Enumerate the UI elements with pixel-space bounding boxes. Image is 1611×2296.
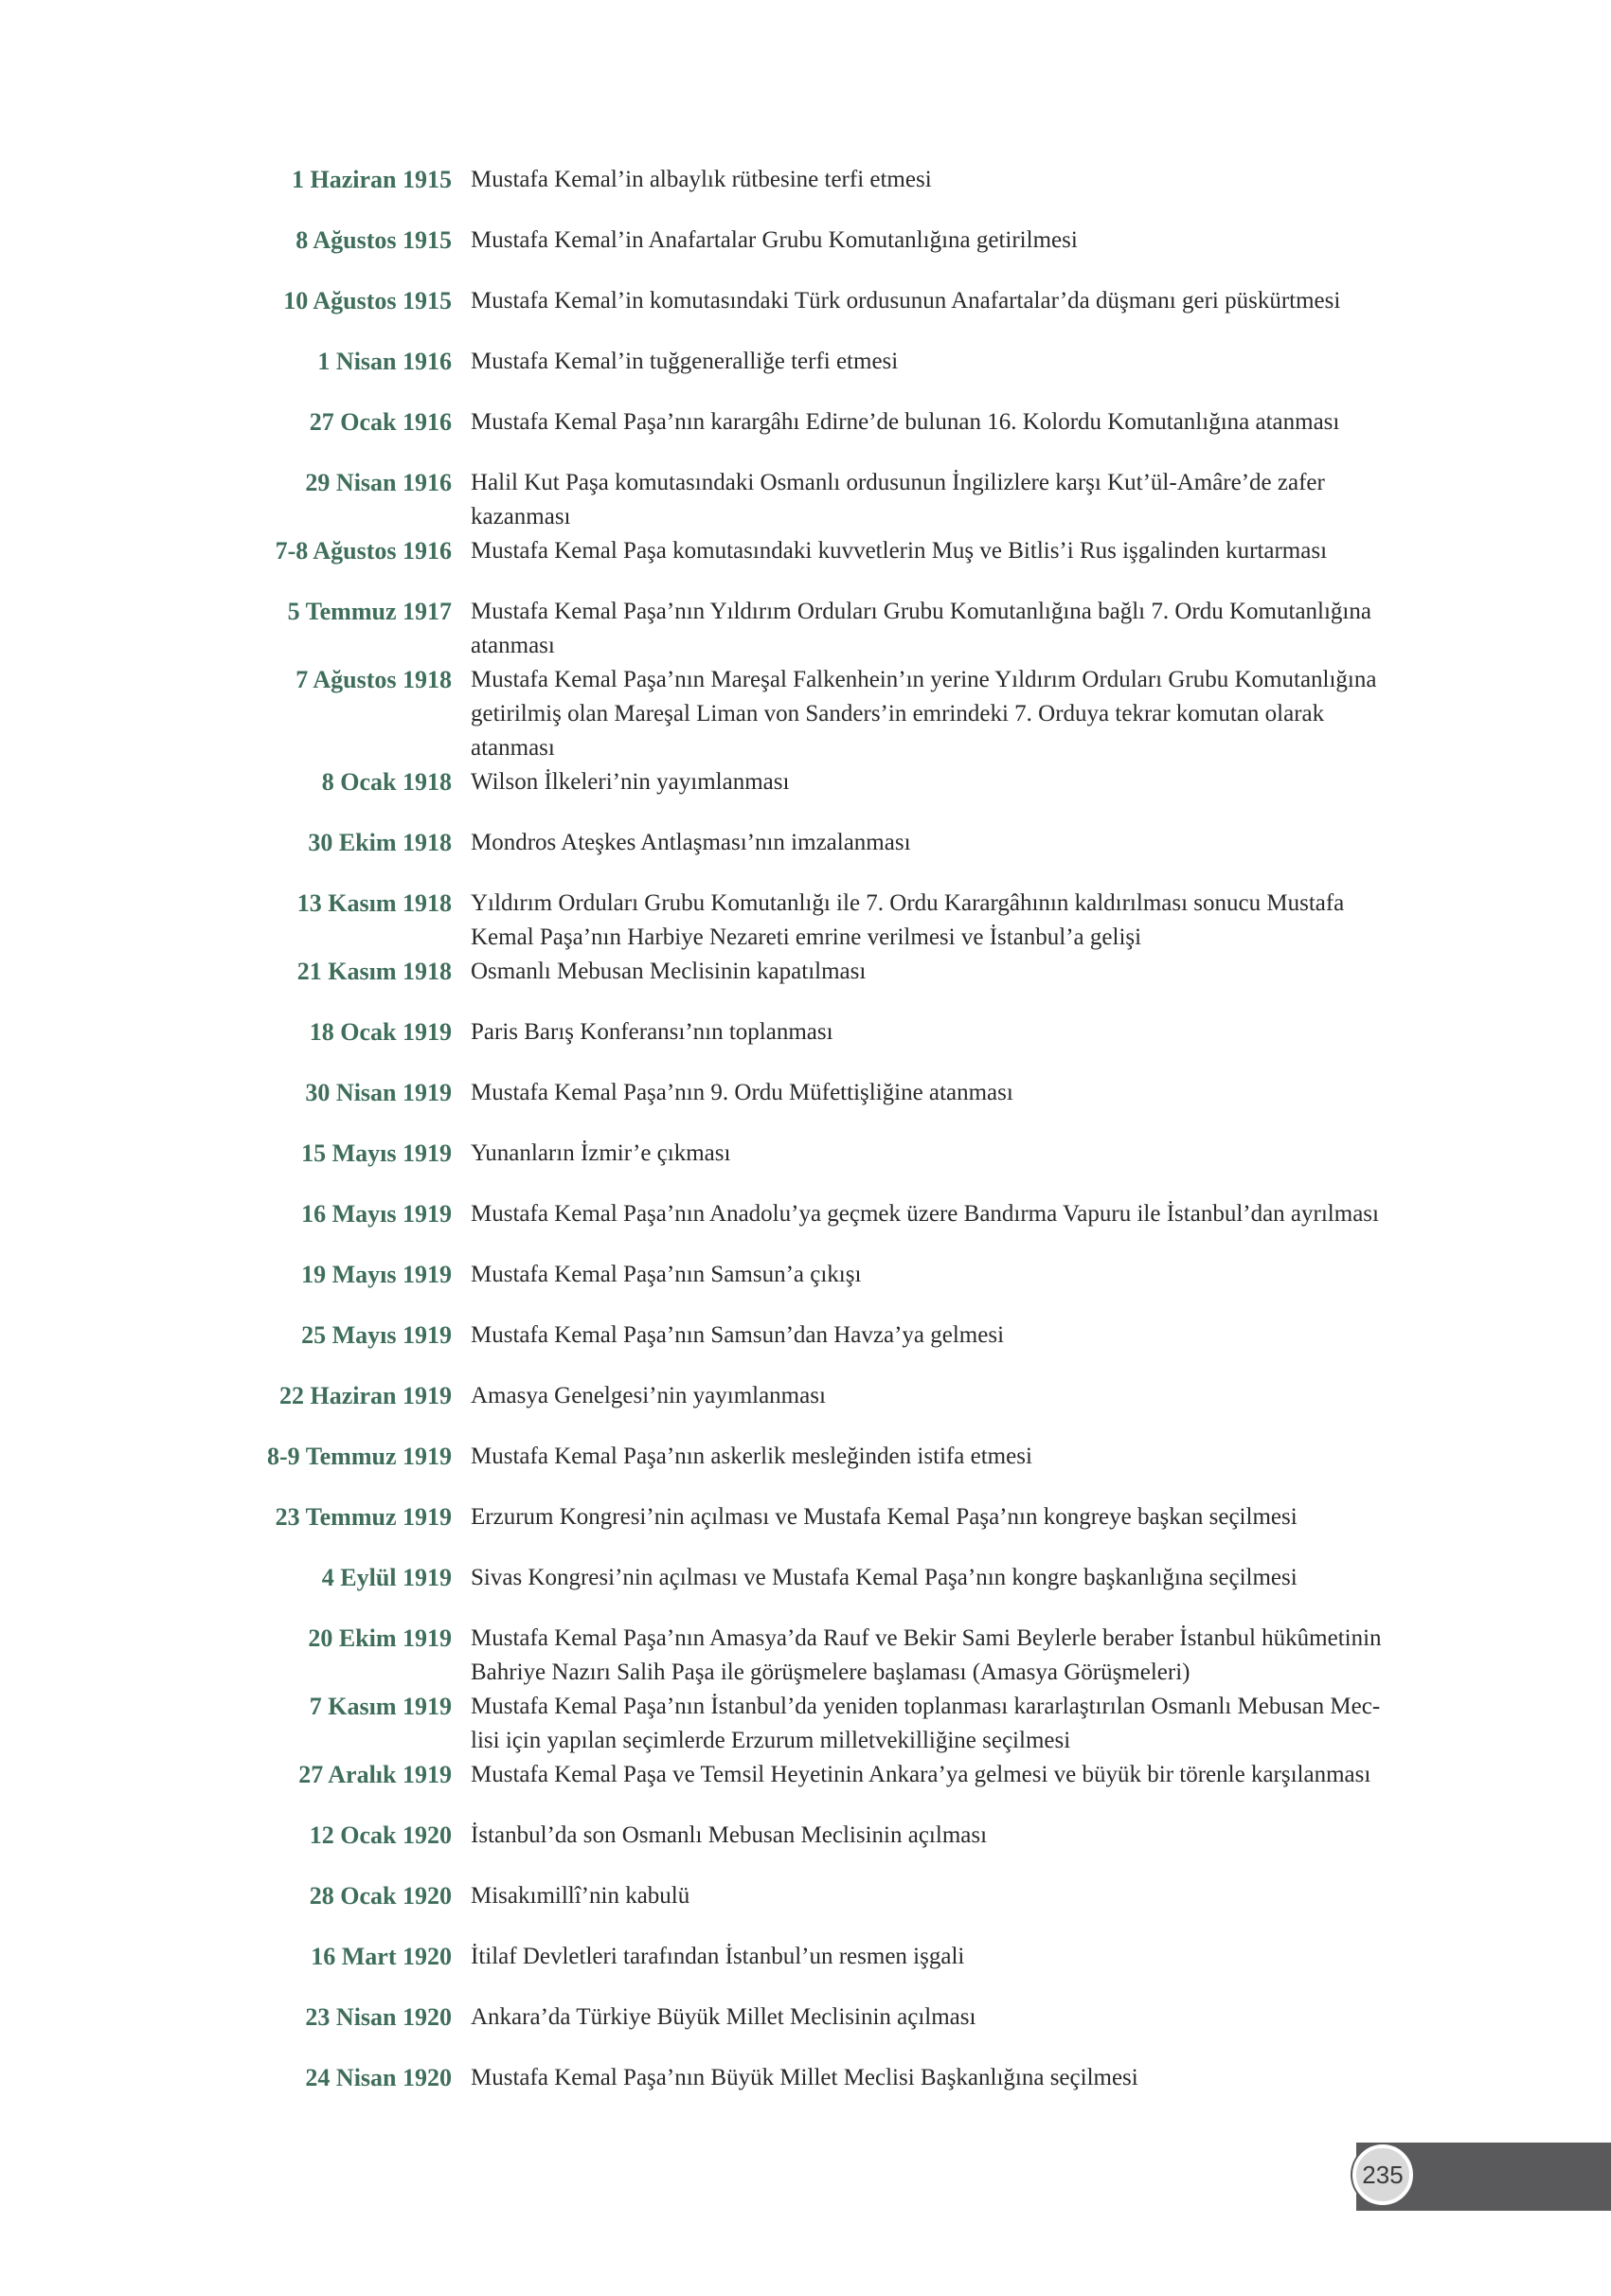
timeline-entry — [0, 534, 1611, 595]
entry-date: 1 Haziran 1915 — [292, 166, 452, 193]
entry-description: Mustafa Kemal Paşa’nın Mareşal Falkenhein’ın yerine Yıldırım Orduları Grubu Komutanlığına getirilmiş olan Mareşal Liman von Sanders’in emrindeki 7. Orduya tekrar komutan olarak atanması — [471, 667, 1377, 761]
entry-date: 27 Aralık 1919 — [298, 1761, 452, 1788]
timeline-list — [0, 163, 1611, 2122]
entry-date: 24 Nisan 1920 — [305, 2064, 452, 2091]
entry-description: Mustafa Kemal Paşa komutasındaki kuvvetlerin Muş ve Bitlis’i Rus işgalinden kurtarması — [471, 538, 1328, 564]
entry-description: Osmanlı Mebusan Meclisinin kapatılması — [471, 959, 867, 984]
timeline-entry — [0, 1137, 1611, 1197]
entry-date: 12 Ocak 1920 — [309, 1821, 452, 1849]
entry-description: Mustafa Kemal’in tuğgeneralliğe terfi etmesi — [471, 349, 899, 374]
entry-description: Mustafa Kemal Paşa’nın Amasya’da Rauf ve Bekir Sami Beylerle beraber İstanbul hükûmetinin Bahriye Nazırı Salih Paşa ile görüşmelere başlaması (Amasya Görüşmeleri) — [471, 1625, 1382, 1685]
entry-description: Mustafa Kemal Paşa’nın Büyük Millet Meclisi Başkanlığına seçilmesi — [471, 2065, 1138, 2090]
entry-description: İtilaf Devletleri tarafından İstanbul’un resmen işgali — [471, 1944, 965, 1969]
entry-date: 19 Mayıs 1919 — [301, 1261, 452, 1288]
entry-date: 13 Kasım 1918 — [296, 889, 452, 917]
entry-description: Mustafa Kemal Paşa’nın karargâhı Edirne’de bulunan 16. Kolordu Komutanlığına atanması — [471, 409, 1340, 435]
timeline-entry — [0, 1440, 1611, 1500]
entry-date: 30 Nisan 1919 — [305, 1079, 452, 1106]
entry-date: 30 Ekim 1918 — [308, 829, 452, 856]
entry-date: 16 Mayıs 1919 — [301, 1200, 452, 1228]
entry-description: Amasya Genelgesi’nin yayımlanması — [471, 1383, 826, 1408]
entry-description: Wilson İlkeleri’nin yayımlanması — [471, 769, 790, 795]
timeline-entry — [0, 1076, 1611, 1137]
timeline-entry — [0, 1758, 1611, 1819]
entry-date: 25 Mayıs 1919 — [301, 1321, 452, 1349]
entry-description: Halil Kut Paşa komutasındaki Osmanlı ordusunun İngilizlere karşı Kut’ül-Amâre’de zafer kazanması — [471, 470, 1325, 529]
timeline-entry — [0, 1561, 1611, 1622]
timeline-entry — [0, 466, 1611, 534]
entry-description: Erzurum Kongresi’nin açılması ve Mustafa Kemal Paşa’nın kongreye başkan seçilmesi — [471, 1504, 1298, 1530]
timeline-entry — [0, 224, 1611, 284]
timeline-entry — [0, 1622, 1611, 1690]
entry-date: 10 Ağustos 1915 — [283, 287, 452, 314]
entry-description: Mustafa Kemal Paşa’nın askerlik mesleğinden istifa etmesi — [471, 1444, 1032, 1469]
entry-description: Mustafa Kemal Paşa’nın Yıldırım Orduları Grubu Komutanlığına bağlı 7. Ordu Komutanlığına atanması — [471, 599, 1371, 658]
entry-description: Misakımillî’nin kabulü — [471, 1883, 690, 1909]
entry-date: 7 Ağustos 1918 — [295, 666, 452, 693]
entry-description: Mustafa Kemal Paşa’nın İstanbul’da yeniden toplanması kararlaştırılan Osmanlı Mebusan Mec-lisi için yapılan seçimlerde Erzurum milletvekilliğine seçilmesi — [471, 1694, 1381, 1753]
timeline-entry — [0, 955, 1611, 1015]
entry-date: 29 Nisan 1916 — [305, 469, 452, 496]
entry-date: 8 Ocak 1918 — [321, 768, 452, 796]
entry-description: Yunanların İzmir’e çıkması — [471, 1140, 731, 1166]
entry-description: Mustafa Kemal Paşa’nın Anadolu’ya geçmek üzere Bandırma Vapuru ile İstanbul’dan ayrılması — [471, 1201, 1379, 1227]
entry-date: 1 Nisan 1916 — [317, 348, 452, 375]
timeline-entry — [0, 663, 1611, 765]
timeline-entry — [0, 163, 1611, 224]
entry-date: 23 Temmuz 1919 — [275, 1503, 452, 1531]
entry-description: Paris Barış Konferansı’nın toplanması — [471, 1019, 833, 1045]
timeline-entry — [0, 1879, 1611, 1940]
entry-date: 20 Ekim 1919 — [308, 1624, 452, 1652]
entry-date: 5 Temmuz 1917 — [287, 598, 452, 625]
timeline-entry — [0, 1197, 1611, 1258]
entry-description: Mustafa Kemal Paşa’nın 9. Ordu Müfettişliğine atanması — [471, 1080, 1013, 1105]
entry-date: 28 Ocak 1920 — [309, 1882, 452, 1910]
timeline-entry — [0, 595, 1611, 663]
entry-date: 21 Kasım 1918 — [296, 958, 452, 985]
timeline-entry — [0, 826, 1611, 887]
entry-description: Mustafa Kemal Paşa’nın Samsun’dan Havza’ya gelmesi — [471, 1322, 1005, 1348]
entry-description: Mustafa Kemal’in Anafartalar Grubu Komutanlığına getirilmesi — [471, 227, 1078, 253]
entry-description: Mustafa Kemal’in albaylık rütbesine terfi etmesi — [471, 167, 932, 192]
entry-date: 16 Mart 1920 — [311, 1943, 452, 1970]
entry-description: İstanbul’da son Osmanlı Mebusan Meclisinin açılması — [471, 1822, 988, 1848]
entry-date: 15 Mayıs 1919 — [301, 1139, 452, 1167]
timeline-entry — [0, 284, 1611, 345]
entry-description: Mustafa Kemal Paşa’nın Samsun’a çıkışı — [471, 1262, 862, 1287]
timeline-entry — [0, 1500, 1611, 1561]
timeline-entry — [0, 1690, 1611, 1758]
entry-date: 4 Eylül 1919 — [321, 1564, 452, 1591]
entry-date: 7 Kasım 1919 — [309, 1693, 452, 1720]
timeline-entry — [0, 887, 1611, 955]
entry-date: 27 Ocak 1916 — [309, 408, 452, 436]
timeline-entry — [0, 1258, 1611, 1318]
entry-description: Mustafa Kemal’in komutasındaki Türk ordusunun Anafartalar’da düşmanı geri püskürtmesi — [471, 288, 1341, 314]
entry-description: Mustafa Kemal Paşa ve Temsil Heyetinin Ankara’ya gelmesi ve büyük bir törenle karşılanması — [471, 1762, 1371, 1787]
timeline-entry — [0, 1379, 1611, 1440]
timeline-entry — [0, 2061, 1611, 2122]
timeline-entry — [0, 345, 1611, 405]
timeline-entry — [0, 405, 1611, 466]
entry-date: 23 Nisan 1920 — [305, 2003, 452, 2031]
entry-date: 8 Ağustos 1915 — [295, 226, 452, 254]
timeline-entry — [0, 1819, 1611, 1879]
entry-date: 7-8 Ağustos 1916 — [275, 537, 452, 565]
entry-description: Ankara’da Türkiye Büyük Millet Meclisinin açılması — [471, 2004, 976, 2030]
entry-description: Mondros Ateşkes Antlaşması’nın imzalanması — [471, 830, 911, 855]
timeline-entry — [0, 1015, 1611, 1076]
page-number: 235 — [1352, 2144, 1413, 2205]
entry-date: 18 Ocak 1919 — [309, 1018, 452, 1046]
entry-description: Yıldırım Orduları Grubu Komutanlığı ile 7. Ordu Karargâhının kaldırılması sonucu Mustafa Kemal Paşa’nın Harbiye Nezareti emrine verilmesi ve İstanbul’a gelişi — [471, 890, 1345, 950]
timeline-entry — [0, 1318, 1611, 1379]
timeline-entry — [0, 1940, 1611, 2000]
timeline-entry — [0, 765, 1611, 826]
timeline-entry — [0, 2000, 1611, 2061]
entry-date: 22 Haziran 1919 — [279, 1382, 452, 1409]
entry-date: 8-9 Temmuz 1919 — [267, 1443, 452, 1470]
entry-description: Sivas Kongresi’nin açılması ve Mustafa Kemal Paşa’nın kongre başkanlığına seçilmesi — [471, 1565, 1298, 1590]
